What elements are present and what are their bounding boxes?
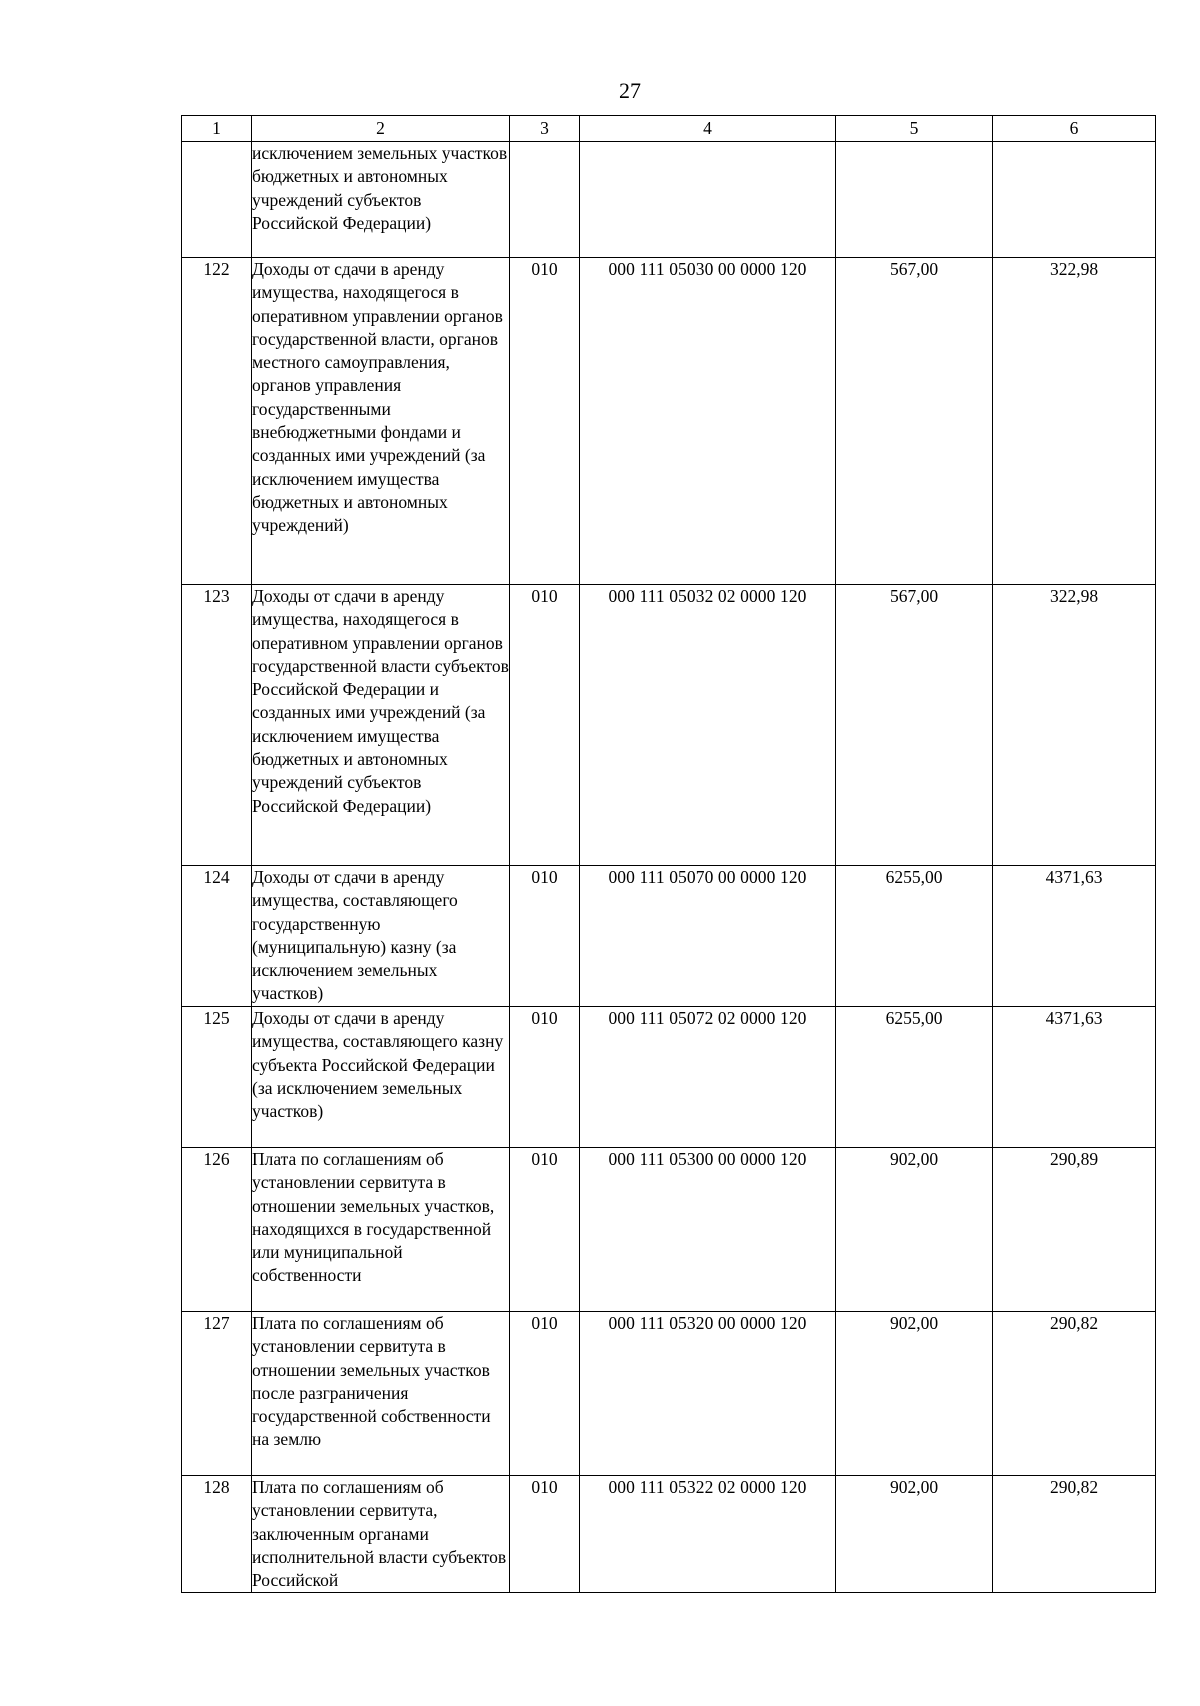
table-row [182, 142, 1156, 258]
budget-class-code: 000 111 05070 00 0000 120 [580, 866, 836, 1007]
row-number: 124 [182, 866, 252, 1007]
revenue-name: Доходы от сдачи в аренду имущества, составляющего государственную (муниципальную) казну (за исключением земельных участков) [252, 866, 510, 1007]
table-row [182, 258, 1156, 585]
revenue-name: исключением земельных участков бюджетных и автономных учреждений субъектов Российской Федерации) [252, 142, 510, 258]
header-col-2: 2 [252, 116, 510, 142]
admin-code: 010 [510, 1476, 580, 1593]
row-number: 128 [182, 1476, 252, 1593]
revenue-name: Плата по соглашениям об установлении сервитута в отношении земельных участков после разграничения государственной собственности на землю [252, 1312, 510, 1476]
amount-col-5 [836, 142, 993, 258]
amount-col-5: 902,00 [836, 1476, 993, 1593]
admin-code: 010 [510, 1148, 580, 1312]
table-row [182, 1007, 1156, 1148]
row-number: 125 [182, 1007, 252, 1148]
header-col-5: 5 [836, 116, 993, 142]
budget-class-code: 000 111 05300 00 0000 120 [580, 1148, 836, 1312]
amount-col-5: 6255,00 [836, 866, 993, 1007]
admin-code: 010 [510, 1312, 580, 1476]
budget-class-code: 000 111 05322 02 0000 120 [580, 1476, 836, 1593]
table-row [182, 1148, 1156, 1312]
row-number: 123 [182, 585, 252, 866]
header-col-3: 3 [510, 116, 580, 142]
budget-class-code: 000 111 05032 02 0000 120 [580, 585, 836, 866]
row-number [182, 142, 252, 258]
revenue-name: Плата по соглашениям об установлении сервитута в отношении земельных участков, находящихся в государственной или муниципальной собственности [252, 1148, 510, 1312]
amount-col-6: 4371,63 [993, 1007, 1156, 1148]
amount-col-6: 322,98 [993, 585, 1156, 866]
admin-code: 010 [510, 866, 580, 1007]
revenue-name: Доходы от сдачи в аренду имущества, находящегося в оперативном управлении органов государственной власти субъектов Российской Федерации и созданных ими учреждений (за исключением имущества бюджетных и автономных учреждений субъектов Российской Федерации) [252, 585, 510, 866]
revenue-name: Плата по соглашениям об установлении сервитута, заключенным органами исполнительной власти субъектов Российской [252, 1476, 510, 1593]
table-row [182, 866, 1156, 1007]
header-col-1: 1 [182, 116, 252, 142]
revenue-name: Доходы от сдачи в аренду имущества, составляющего казну субъекта Российской Федерации (за исключением земельных участков) [252, 1007, 510, 1148]
amount-col-6: 290,82 [993, 1476, 1156, 1593]
header-row [182, 116, 1156, 142]
amount-col-6: 322,98 [993, 258, 1156, 585]
amount-col-5: 902,00 [836, 1148, 993, 1312]
budget-class-code [580, 142, 836, 258]
header-col-4: 4 [580, 116, 836, 142]
admin-code: 010 [510, 585, 580, 866]
table-row [182, 1476, 1156, 1593]
amount-col-6: 290,89 [993, 1148, 1156, 1312]
admin-code: 010 [510, 258, 580, 585]
row-number: 122 [182, 258, 252, 585]
amount-col-5: 567,00 [836, 258, 993, 585]
header-col-6: 6 [993, 116, 1156, 142]
admin-code: 010 [510, 1007, 580, 1148]
revenue-table [181, 115, 1156, 1593]
amount-col-5: 567,00 [836, 585, 993, 866]
amount-col-6: 290,82 [993, 1312, 1156, 1476]
admin-code [510, 142, 580, 258]
revenue-name: Доходы от сдачи в аренду имущества, находящегося в оперативном управлении органов государственной власти, органов местного самоуправления, органов управления государственными внебюджетными фондами и созданных ими учреждений (за исключением имущества бюджетных и автономных учреждений) [252, 258, 510, 585]
page-number: 27 [619, 78, 641, 103]
row-number: 126 [182, 1148, 252, 1312]
table-row [182, 585, 1156, 866]
amount-col-6 [993, 142, 1156, 258]
budget-class-code: 000 111 05030 00 0000 120 [580, 258, 836, 585]
amount-col-6: 4371,63 [993, 866, 1156, 1007]
amount-col-5: 6255,00 [836, 1007, 993, 1148]
budget-class-code: 000 111 05072 02 0000 120 [580, 1007, 836, 1148]
budget-class-code: 000 111 05320 00 0000 120 [580, 1312, 836, 1476]
table-row [182, 1312, 1156, 1476]
row-number: 127 [182, 1312, 252, 1476]
amount-col-5: 902,00 [836, 1312, 993, 1476]
